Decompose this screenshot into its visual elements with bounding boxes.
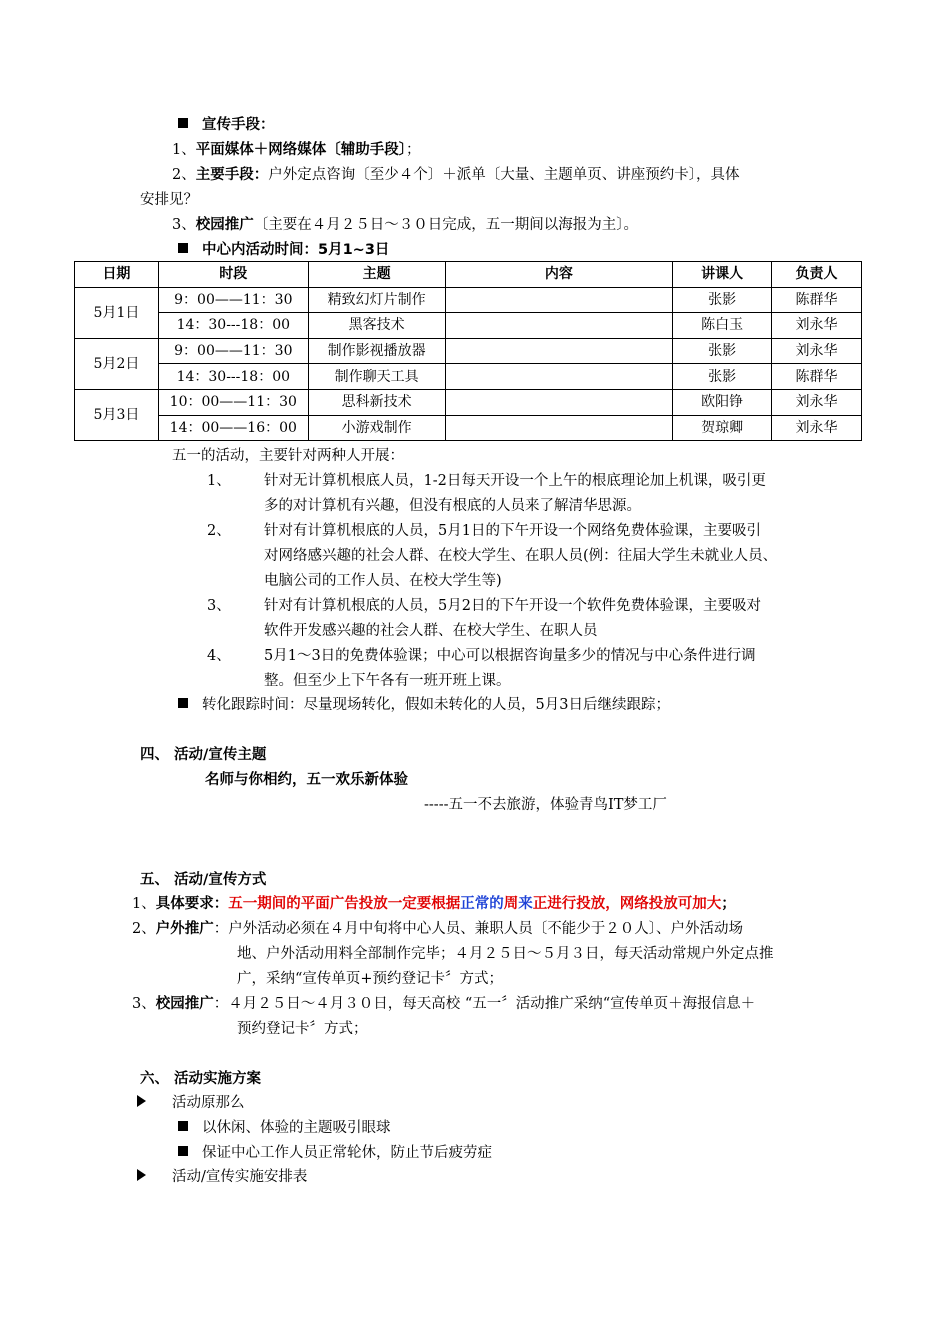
tracking-line: 转化跟踪时间：尽量现场转化，假如未转化的人员，5月3日后继续跟踪；: [178, 695, 670, 715]
principle-line: 活动原那么: [137, 1093, 245, 1113]
date-cell: 5月1日: [75, 287, 159, 338]
lecturer-cell: 张影: [673, 338, 772, 364]
owner-cell: 刘永华: [772, 338, 862, 364]
slogan: 名师与你相约，五一欢乐新体验: [205, 772, 408, 788]
arrow-bullet-icon: [137, 1169, 146, 1181]
activity-line: 电脑公司的工作人员、在校大学生等): [264, 573, 502, 589]
content-cell: [445, 389, 673, 415]
square-bullet-icon: [178, 118, 188, 128]
table-row: [75, 364, 862, 390]
owner-cell: 刘永华: [772, 313, 862, 339]
section4-heading: 四、 活动/宣传主题: [140, 747, 267, 763]
col-header-owner: 负责人: [772, 262, 862, 288]
time-cell: 14：00——16：00: [158, 415, 308, 441]
schedule-label-line: 活动/宣传实施安排表: [137, 1167, 307, 1187]
center-activity-heading: 中心内活动时间：5月1~3日: [178, 240, 389, 260]
outdoor-line: 2、户外推广：户外活动必须在４月中旬将中心人员、兼职人员〔不能少于２０人〕、户外活动场: [132, 921, 743, 937]
owner-cell: 陈群华: [772, 364, 862, 390]
topic-cell: 思科新技术: [308, 389, 445, 415]
outdoor-line-cont: 地、户外活动用料全部制作完毕；４月２５日～５月３日，每天活动常规户外定点推: [237, 946, 774, 962]
content-cell: [445, 338, 673, 364]
schedule-table: [74, 261, 862, 441]
lecturer-cell: 贺琼卿: [673, 415, 772, 441]
promo-heading: 宣传手段：: [178, 115, 275, 135]
campus-line-cont: 预约登记卡〞方式；: [237, 1021, 368, 1037]
activity-num: 4、: [207, 648, 231, 664]
subslogan: -----五一不去旅游，体验青鸟IT梦工厂: [424, 797, 667, 813]
promo-item-2-cont: 安排见？: [140, 192, 198, 208]
topic-cell: 小游戏制作: [308, 415, 445, 441]
topic-cell: 制作聊天工具: [308, 364, 445, 390]
col-header-content: 内容: [445, 262, 673, 288]
time-cell: 9：00——11：30: [158, 338, 308, 364]
activity-num: 2、: [207, 523, 231, 539]
principle-item: 保证中心工作人员正常轮休，防止节后疲劳症: [178, 1143, 492, 1163]
topic-cell: 精致幻灯片制作: [308, 287, 445, 313]
activity-line: 对网络感兴趣的社会人群、在校大学生、在职人员(例：往届大学生未就业人员、: [264, 548, 778, 564]
lecturer-cell: 欧阳铮: [673, 389, 772, 415]
lecturer-cell: 张影: [673, 364, 772, 390]
owner-cell: 刘永华: [772, 415, 862, 441]
time-cell: 9：00——11：30: [158, 287, 308, 313]
principle-item: 以休闲、体验的主题吸引眼球: [178, 1118, 391, 1138]
content-cell: [445, 313, 673, 339]
activity-line: 针对有计算机根底的人员，5月2日的下午开设一个软件免费体验课，主要吸对: [264, 598, 761, 614]
content-cell: [445, 415, 673, 441]
date-cell: 5月2日: [75, 338, 159, 389]
section5-heading: 五、 活动/宣传方式: [140, 872, 267, 888]
activities-intro: 五一的活动，主要针对两种人开展：: [172, 448, 404, 464]
outdoor-line-cont: 广，采纳“宣传单页+预约登记卡〞方式；: [237, 971, 504, 987]
lecturer-cell: 陈白玉: [673, 313, 772, 339]
square-bullet-icon: [178, 1121, 188, 1131]
table-row: [75, 287, 862, 313]
table-row: [75, 415, 862, 441]
date-cell: 5月3日: [75, 389, 159, 440]
activity-line: 整。但至少上下午各有一班开班上课。: [264, 673, 511, 689]
square-bullet-icon: [178, 243, 188, 253]
content-cell: [445, 364, 673, 390]
owner-cell: 刘永华: [772, 389, 862, 415]
promo-item-1: 1、平面媒体＋网络媒体〔辅助手段〕；: [172, 142, 421, 158]
col-header-time: 时段: [158, 262, 308, 288]
topic-cell: 制作影视播放器: [308, 338, 445, 364]
square-bullet-icon: [178, 1146, 188, 1156]
arrow-bullet-icon: [137, 1095, 146, 1107]
activity-line: 软件开发感兴趣的社会人群、在校大学生、在职人员: [264, 623, 598, 639]
col-header-topic: 主题: [308, 262, 445, 288]
time-cell: 10：00——11：30: [158, 389, 308, 415]
table-header-row: [75, 262, 862, 288]
table-row: [75, 338, 862, 364]
campus-line: 3、校园推广：４月２５日～４月３０日，每天高校 “五一〞活动推广采纳“宣传单页＋海报信息＋: [132, 996, 756, 1012]
lecturer-cell: 张影: [673, 287, 772, 313]
topic-cell: 黑客技术: [308, 313, 445, 339]
owner-cell: 陈群华: [772, 287, 862, 313]
activity-line: 针对有计算机根底的人员，5月1日的下午开设一个网络免费体验课，主要吸引: [264, 523, 761, 539]
content-cell: [445, 287, 673, 313]
promo-item-2: 2、主要手段：户外定点咨询〔至少４个〕＋派单〔大量、主题单页、讲座预约卡〕，具体: [172, 167, 740, 183]
promo-item-3: 3、校园推广〔主要在４月２５日～３０日完成，五一期间以海报为主〕。: [172, 217, 638, 233]
activity-num: 3、: [207, 598, 231, 614]
table-row: [75, 313, 862, 339]
col-header-date: 日期: [75, 262, 159, 288]
time-cell: 14：30---18：00: [158, 313, 308, 339]
section6-heading: 六、 活动实施方案: [140, 1071, 262, 1087]
table-row: [75, 389, 862, 415]
activity-line: 5月1～3日的免费体验课；中心可以根据咨询量多少的情况与中心条件进行调: [264, 648, 756, 664]
requirement-line: 1、具体要求：五一期间的平面广告投放一定要根据正常的周来正进行投放，网络投放可加大；: [132, 896, 736, 912]
activity-line: 针对无计算机根底人员，1-2日每天开设一个上午的根底理论加上机课，吸引更: [264, 473, 766, 489]
square-bullet-icon: [178, 698, 188, 708]
col-header-lecturer: 讲课人: [673, 262, 772, 288]
activity-num: 1、: [207, 473, 231, 489]
time-cell: 14：30---18：00: [158, 364, 308, 390]
activity-line: 多的对计算机有兴趣，但没有根底的人员来了解清华思源。: [264, 498, 641, 514]
